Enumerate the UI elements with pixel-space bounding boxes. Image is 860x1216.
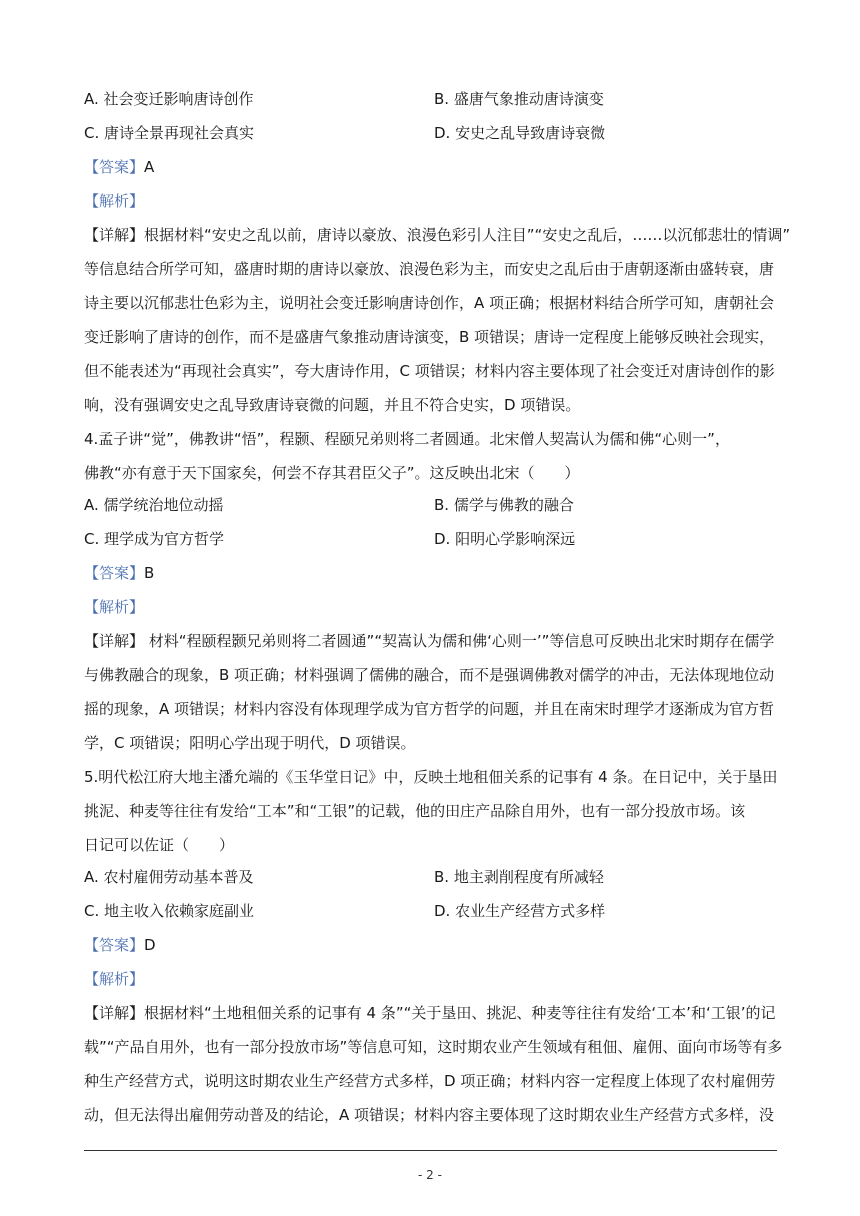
q5-detail-line-3: 种生产经营方式，说明这时期农业生产经营方式多样，D 项正确；材料内容一定程度上体现了农村雇佣劳 [84, 1072, 776, 1090]
q5-option-a: A. 农村雇佣劳动基本普及 [84, 868, 254, 886]
q5-answer [84, 935, 156, 955]
analysis-tag: 【解析】 [84, 598, 145, 616]
q3-option-a: A. 社会变迁影响唐诗创作 [84, 90, 254, 108]
q4-detail-line-3: 摇的现象，A 项错误；材料内容没有体现理学成为官方哲学的问题，并且在南宋时理学才逐渐成为官方哲 [84, 700, 775, 718]
q3-option-b: B. 盛唐气象推动唐诗演变 [434, 90, 604, 108]
q5-option-b: B. 地主剥削程度有所减轻 [434, 868, 604, 886]
footer-rule [84, 1150, 777, 1151]
detail-text: 根据材料“土地租佃关系的记事有 4 条”“关于垦田、挑泥、种麦等往往有发给‘工本’和‘工银’的记 [144, 1004, 776, 1022]
q5-detail-line-4: 动，但无法得出雇佣劳动普及的结论，A 项错误；材料内容主要体现了这时期农业生产经营方式多样，没 [84, 1106, 775, 1124]
q5-option-c: C. 地主收入依赖家庭副业 [84, 902, 255, 920]
q5-stem-line-2: 挑泥、种麦等往往有发给“工本”和“工银”的记载，他的田庄产品除自用外，也有一部分投放市场。该 [84, 802, 746, 820]
q3-detail-line-5: 但不能表述为“再现社会真实”，夸大唐诗作用，C 项错误；材料内容主要体现了社会变迁对唐诗创作的影 [84, 362, 775, 380]
answer-tag: 【答案】 [84, 564, 145, 582]
q3-detail-line-6: 响，没有强调安史之乱导致唐诗衰微的问题，并且不符合史实，D 项错误。 [84, 396, 581, 414]
q3-option-d: D. 安史之乱导致唐诗衰微 [434, 124, 606, 142]
q5-stem-line-1: 5.明代松江府大地主潘允端的《玉华堂日记》中，反映土地租佃关系的记事有 4 条。在日记中，关于垦田 [84, 768, 778, 786]
answer-value: A [144, 158, 155, 176]
q4-stem-line-1: 4.孟子讲“觉”，佛教讲“悟”，程颢、程颐兄弟则将二者圆通。北宋僧人契嵩认为儒和佛“心则一”， [84, 430, 730, 448]
q4-option-c: C. 理学成为官方哲学 [84, 530, 225, 548]
q3-detail-line-3: 诗主要以沉郁悲壮色彩为主，说明社会变迁影响唐诗创作，A 项正确；根据材料结合所学可知，唐朝社会 [84, 294, 775, 312]
q5-detail-line-2: 载”“产品自用外，也有一部分投放市场”等信息可知，这时期农业产生领域有租佃、雇佣、面向市场等有多 [84, 1038, 783, 1056]
q3-analysis-tag [84, 191, 144, 211]
answer-tag: 【答案】 [84, 936, 145, 954]
q5-detail-line-1 [84, 1003, 776, 1023]
q5-stem-line-3: 日记可以佐证（ ） [84, 836, 235, 854]
analysis-tag: 【解析】 [84, 970, 145, 988]
q4-answer [84, 563, 154, 583]
q3-detail-line-2: 等信息结合所学可知，盛唐时期的唐诗以豪放、浪漫色彩为主，而安史之乱后由于唐朝逐渐由盛转衰，唐 [84, 260, 775, 278]
detail-tag: 【详解】 [84, 1004, 145, 1022]
answer-value: D [144, 936, 156, 954]
detail-text: 材料“程颐程颢兄弟则将二者圆通”“契嵩认为儒和佛‘心则一’”等信息可反映出北宋时期存在儒学 [144, 632, 775, 650]
q3-option-c: C. 唐诗全景再现社会真实 [84, 124, 255, 142]
q4-analysis-tag [84, 597, 144, 617]
q4-option-a: A. 儒学统治地位动摇 [84, 496, 224, 514]
detail-tag: 【详解】 [84, 226, 145, 244]
page-number: - 2 - [418, 1168, 442, 1182]
q3-detail-line-4: 变迁影响了唐诗的创作，而不是盛唐气象推动唐诗演变，B 项错误；唐诗一定程度上能够反映社会现实， [84, 328, 775, 346]
q4-option-b: B. 儒学与佛教的融合 [434, 496, 574, 514]
answer-tag: 【答案】 [84, 158, 145, 176]
q4-detail-line-1 [84, 631, 774, 651]
answer-value: B [144, 564, 155, 582]
q5-option-d: D. 农业生产经营方式多样 [434, 902, 606, 920]
q4-detail-line-4: 学，C 项错误；阳明心学出现于明代，D 项错误。 [84, 734, 416, 752]
q4-detail-line-2: 与佛教融合的现象，B 项正确；材料强调了儒佛的融合，而不是强调佛教对儒学的冲击，无法体现地位动 [84, 666, 775, 684]
detail-text: 根据材料“安史之乱以前，唐诗以豪放、浪漫色彩引人注目”“安史之乱后，……以沉郁悲壮的情调” [144, 226, 791, 244]
detail-tag: 【详解】 [84, 632, 145, 650]
q3-detail-line-1 [84, 225, 790, 245]
analysis-tag: 【解析】 [84, 192, 145, 210]
q5-analysis-tag [84, 969, 144, 989]
q4-option-d: D. 阳明心学影响深远 [434, 530, 576, 548]
q3-answer [84, 157, 154, 177]
q4-stem-line-2: 佛教“亦有意于天下国家矣，何尝不存其君臣父子”。这反映出北宋（ ） [84, 464, 580, 482]
